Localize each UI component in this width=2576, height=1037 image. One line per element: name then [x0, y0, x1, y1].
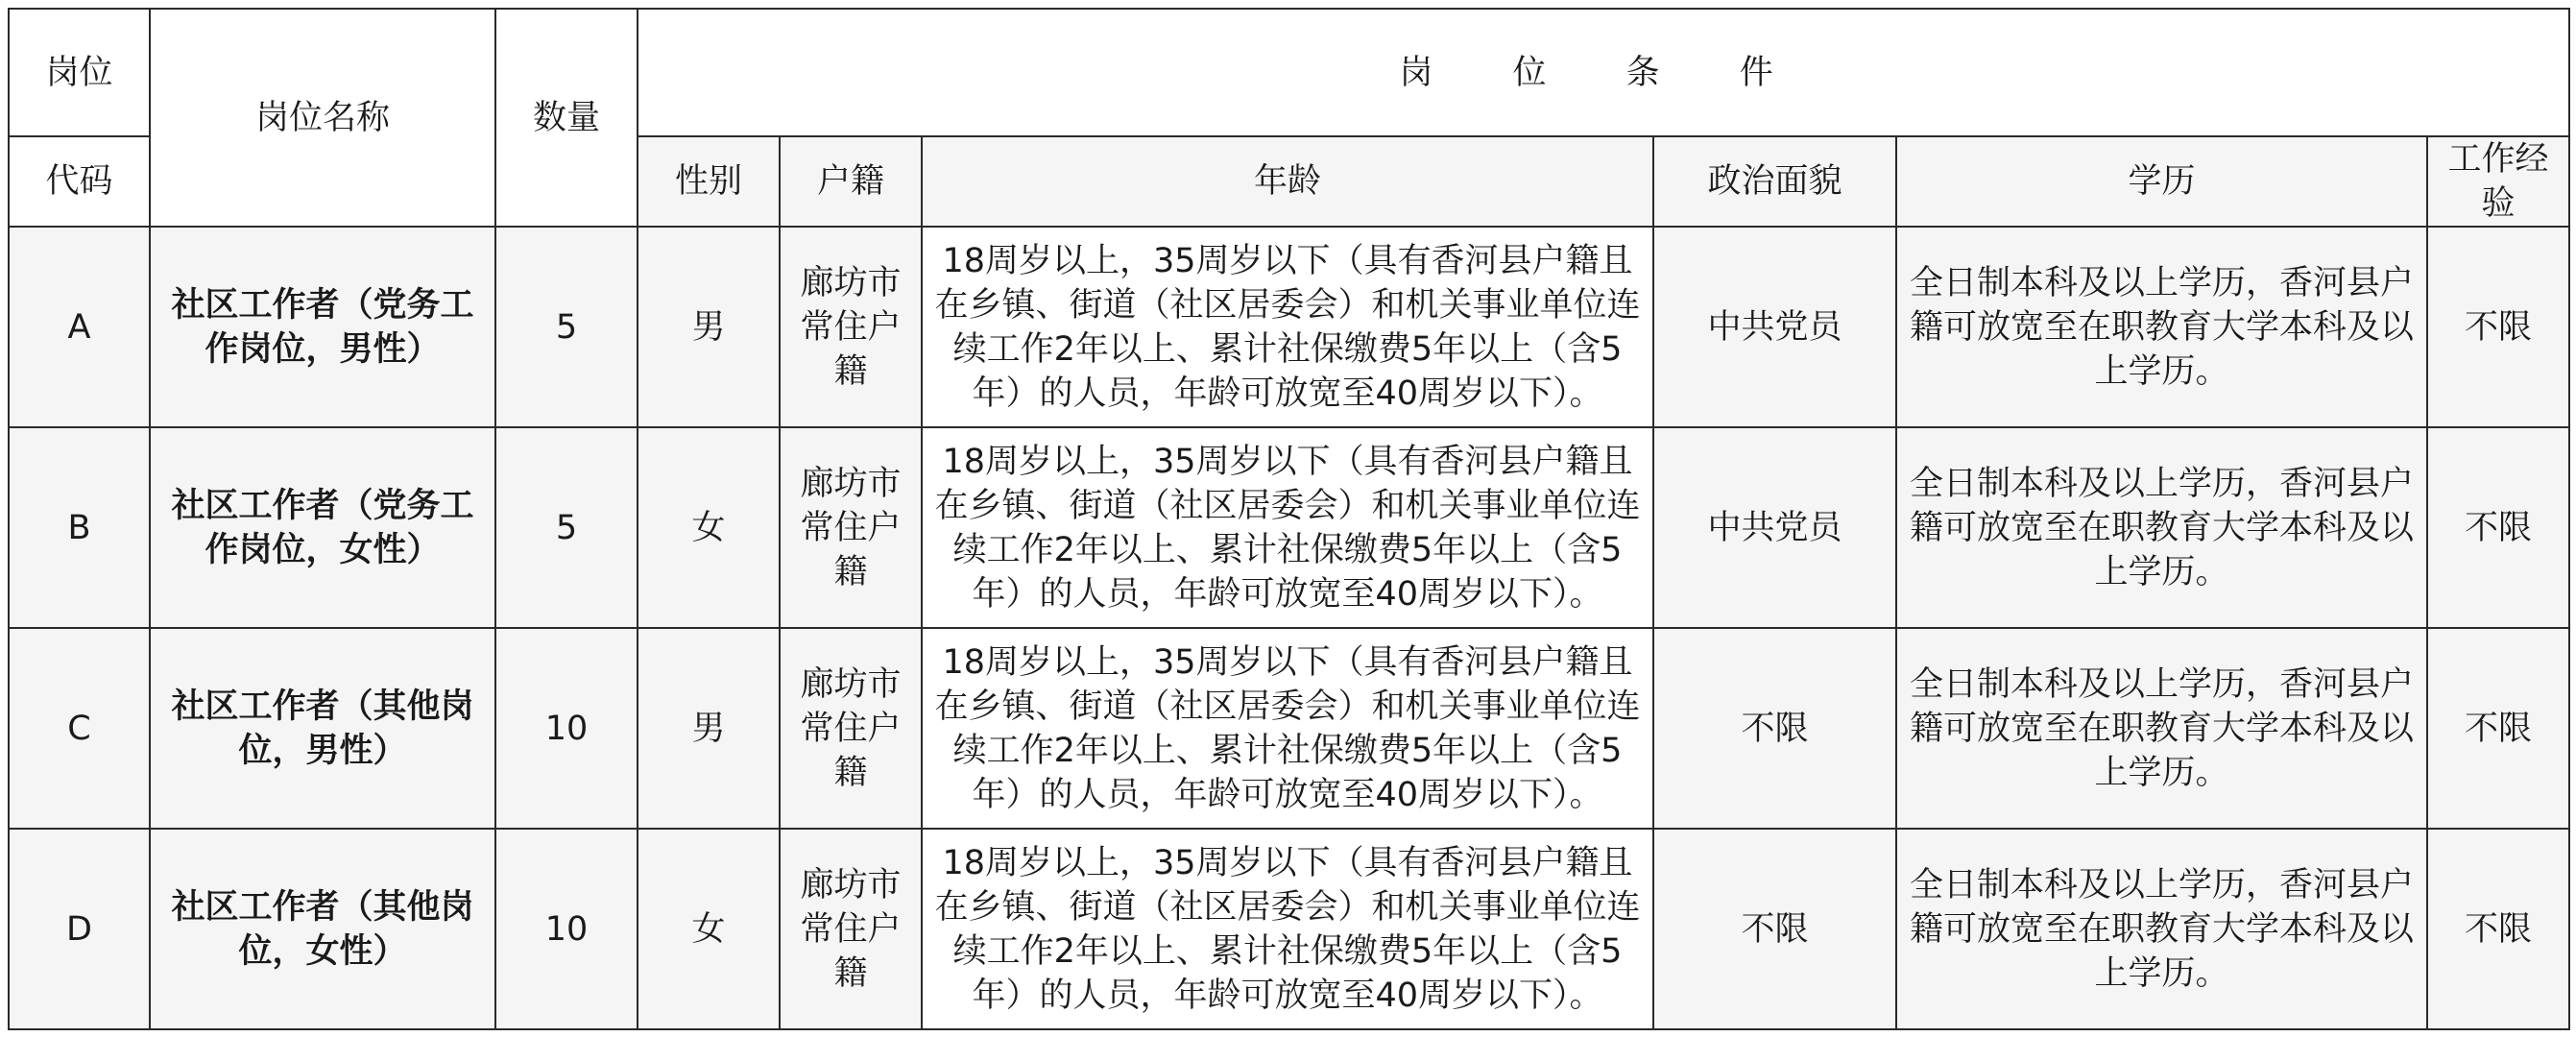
header-experience: 工作经验	[2427, 136, 2569, 227]
cell-hukou: 廊坊市常住户籍	[780, 427, 922, 628]
job-requirements-table	[8, 8, 2570, 1030]
cell-gender: 女	[638, 427, 780, 628]
header-code-top: 岗位	[9, 9, 150, 136]
cell-experience: 不限	[2427, 628, 2569, 829]
cell-hukou: 廊坊市常住户籍	[780, 628, 922, 829]
cell-code: C	[9, 628, 150, 829]
cell-count: 10	[495, 829, 638, 1029]
cell-count: 5	[495, 227, 638, 427]
cell-age: 18周岁以上，35周岁以下（具有香河县户籍且在乡镇、街道（社区居委会）和机关事业单位连续工作2年以上、累计社保缴费5年以上（含5年）的人员，年龄可放宽至40周岁以下）。	[922, 227, 1653, 427]
header-education: 学历	[1896, 136, 2427, 227]
cell-hukou: 廊坊市常住户籍	[780, 227, 922, 427]
cell-name: 社区工作者（其他岗位，男性）	[150, 628, 495, 829]
cell-experience: 不限	[2427, 227, 2569, 427]
header-name: 岗位名称	[150, 9, 495, 227]
cell-count: 10	[495, 628, 638, 829]
header-politics: 政治面貌	[1653, 136, 1896, 227]
cell-gender: 男	[638, 628, 780, 829]
table-row	[9, 829, 2569, 1029]
cell-education: 全日制本科及以上学历，香河县户籍可放宽至在职教育大学本科及以上学历。	[1896, 829, 2427, 1029]
cell-politics: 不限	[1653, 829, 1896, 1029]
table-row	[9, 427, 2569, 628]
table-row	[9, 227, 2569, 427]
header-gender: 性别	[638, 136, 780, 227]
header-age: 年龄	[922, 136, 1653, 227]
header-count: 数量	[495, 9, 638, 227]
cell-code: D	[9, 829, 150, 1029]
cell-experience: 不限	[2427, 427, 2569, 628]
cell-politics: 不限	[1653, 628, 1896, 829]
cell-code: B	[9, 427, 150, 628]
cell-name: 社区工作者（党务工作岗位，男性）	[150, 227, 495, 427]
cell-age: 18周岁以上，35周岁以下（具有香河县户籍且在乡镇、街道（社区居委会）和机关事业单位连续工作2年以上、累计社保缴费5年以上（含5年）的人员，年龄可放宽至40周岁以下）。	[922, 628, 1653, 829]
cell-age: 18周岁以上，35周岁以下（具有香河县户籍且在乡镇、街道（社区居委会）和机关事业单位连续工作2年以上、累计社保缴费5年以上（含5年）的人员，年龄可放宽至40周岁以下）。	[922, 829, 1653, 1029]
cell-name: 社区工作者（其他岗位，女性）	[150, 829, 495, 1029]
header-row-1	[9, 9, 2569, 136]
cell-name: 社区工作者（党务工作岗位，女性）	[150, 427, 495, 628]
header-hukou: 户籍	[780, 136, 922, 227]
cell-code: A	[9, 227, 150, 427]
cell-education: 全日制本科及以上学历，香河县户籍可放宽至在职教育大学本科及以上学历。	[1896, 427, 2427, 628]
cell-hukou: 廊坊市常住户籍	[780, 829, 922, 1029]
header-code-bottom: 代码	[9, 136, 150, 227]
header-conditions: 岗 位 条 件	[638, 9, 2569, 136]
cell-age: 18周岁以上，35周岁以下（具有香河县户籍且在乡镇、街道（社区居委会）和机关事业单位连续工作2年以上、累计社保缴费5年以上（含5年）的人员，年龄可放宽至40周岁以下）。	[922, 427, 1653, 628]
cell-count: 5	[495, 427, 638, 628]
cell-experience: 不限	[2427, 829, 2569, 1029]
cell-gender: 男	[638, 227, 780, 427]
cell-gender: 女	[638, 829, 780, 1029]
table-row	[9, 628, 2569, 829]
cell-education: 全日制本科及以上学历，香河县户籍可放宽至在职教育大学本科及以上学历。	[1896, 227, 2427, 427]
cell-politics: 中共党员	[1653, 427, 1896, 628]
cell-education: 全日制本科及以上学历，香河县户籍可放宽至在职教育大学本科及以上学历。	[1896, 628, 2427, 829]
cell-politics: 中共党员	[1653, 227, 1896, 427]
